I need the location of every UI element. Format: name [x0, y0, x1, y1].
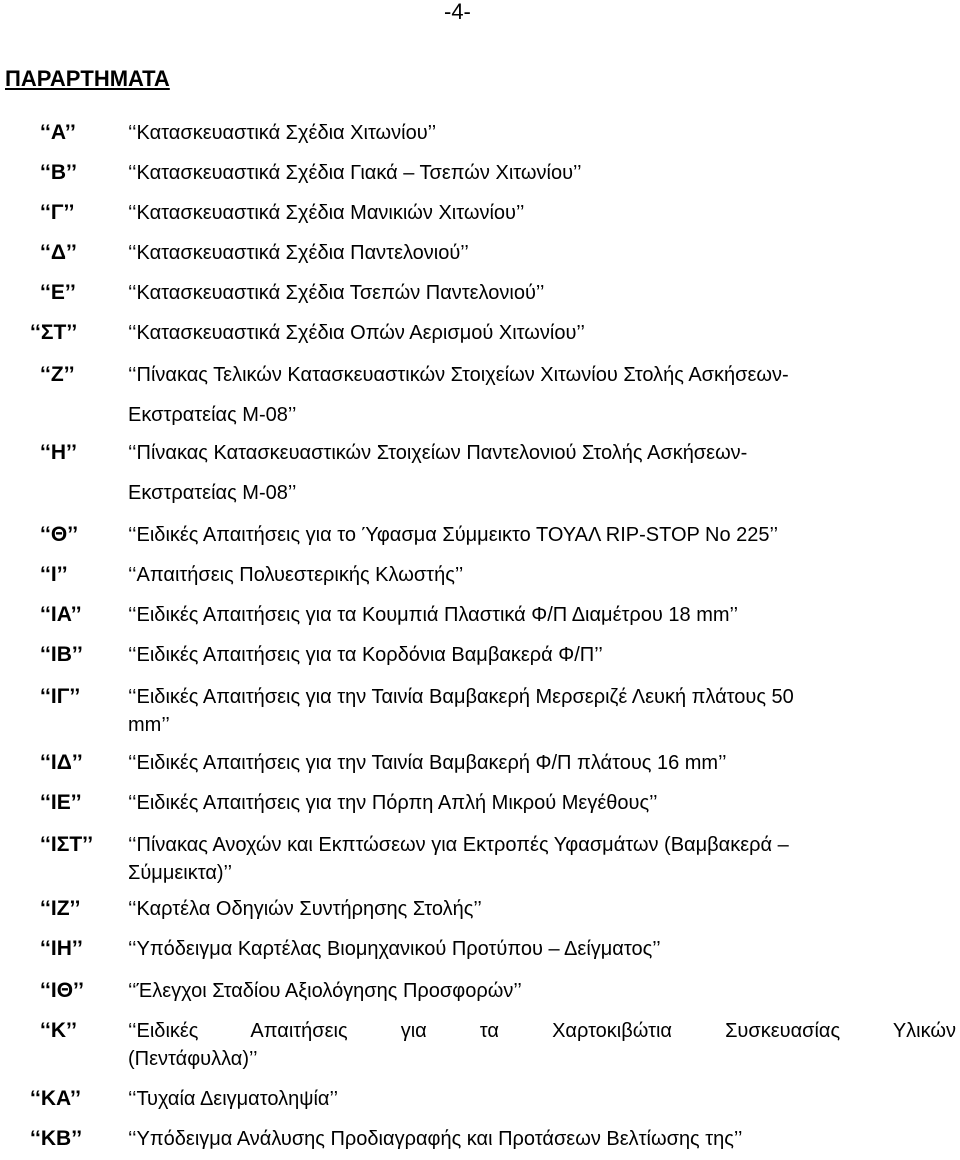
appendix-title: ‘‘Πίνακας Ανοχών και Εκπτώσεων για Εκτροπές Υφασμάτων (Βαμβακερά –: [128, 834, 789, 856]
appendix-letter: ‘‘ΚΒ’’: [30, 1127, 83, 1150]
page-number: -4-: [444, 0, 471, 24]
appendix-title: ‘‘Κατασκευαστικά Σχέδια Γιακά – Τσεπών Χιτωνίου’’: [128, 162, 582, 184]
appendix-letter: ‘‘ΙΗ’’: [40, 937, 83, 960]
appendix-title: ‘‘Κατασκευαστικά Σχέδια Τσεπών Παντελονιού’’: [128, 282, 545, 304]
appendix-title: ‘‘Πίνακας Τελικών Κατασκευαστικών Στοιχείων Χιτωνίου Στολής Ασκήσεων-: [128, 364, 789, 386]
appendix-title-continued: Εκστρατείας Μ-08’’: [128, 482, 297, 504]
appendices-heading: ΠΑΡΑΡΤΗΜΑΤΑ: [5, 66, 170, 91]
appendix-letter: ‘‘ΙΘ’’: [40, 979, 84, 1002]
appendix-letter: ‘‘ΙΕ’’: [40, 791, 82, 814]
appendix-title: ‘‘Ειδικές Απαιτήσεις για τα Χαρτοκιβώτια Συσκευασίας Υλικών: [128, 1020, 956, 1042]
appendix-letter: ‘‘ΙΖ’’: [40, 897, 81, 920]
appendix-letter: ‘‘Ζ’’: [40, 363, 75, 386]
appendix-title: ‘‘Κατασκευαστικά Σχέδια Μανικιών Χιτωνίου’’: [128, 202, 525, 224]
appendix-title: ‘‘Ειδικές Απαιτήσεις για τα Κορδόνια Βαμβακερά Φ/Π’’: [128, 644, 603, 666]
appendix-title: ‘‘Κατασκευαστικά Σχέδια Οπών Αερισμού Χιτωνίου’’: [128, 322, 585, 344]
appendix-letter: ‘‘Δ’’: [40, 241, 77, 264]
appendix-letter: ‘‘Η’’: [40, 441, 77, 464]
appendix-title: ‘‘Ειδικές Απαιτήσεις για το Ύφασμα Σύμμεικτο ΤΟΥΑΛ RIP-STOP No 225’’: [128, 524, 779, 546]
appendix-title: ‘‘Ειδικές Απαιτήσεις για την Ταινία Βαμβακερή Φ/Π πλάτους 16 mm’’: [128, 752, 727, 774]
appendix-letter: ‘‘ΙΓ’’: [40, 685, 81, 708]
appendix-title: ‘‘Απαιτήσεις Πολυεστερικής Κλωστής’’: [128, 564, 464, 586]
appendix-letter: ‘‘ΙΔ’’: [40, 751, 83, 774]
appendix-letter: ‘‘Β’’: [40, 161, 77, 184]
appendix-title: ‘‘Ειδικές Απαιτήσεις για την Ταινία Βαμβακερή Μερσεριζέ Λευκή πλάτους 50: [128, 686, 794, 708]
appendix-title: ‘‘Έλεγχοι Σταδίου Αξιολόγησης Προσφορών’’: [128, 980, 522, 1002]
appendix-title: ‘‘Τυχαία Δειγματοληψία’’: [128, 1088, 339, 1110]
appendix-title: ‘‘Κατασκευαστικά Σχέδια Χιτωνίου’’: [128, 122, 437, 144]
appendix-letter: ‘‘Θ’’: [40, 523, 79, 546]
appendix-title: ‘‘Πίνακας Κατασκευαστικών Στοιχείων Παντελονιού Στολής Ασκήσεων-: [128, 442, 748, 464]
appendix-title-continued: Σύμμεικτα)’’: [128, 862, 233, 884]
appendix-letter: ‘‘Ι’’: [40, 563, 68, 586]
appendix-letter: ‘‘Γ’’: [40, 201, 75, 224]
appendix-title: ‘‘Κατασκευαστικά Σχέδια Παντελονιού’’: [128, 242, 469, 264]
appendix-title: ‘‘Καρτέλα Οδηγιών Συντήρησης Στολής’’: [128, 898, 482, 920]
appendix-letter: ‘‘Α’’: [40, 121, 76, 144]
appendix-title: ‘‘Υπόδειγμα Καρτέλας Βιομηχανικού Προτύπου – Δείγματος’’: [128, 938, 661, 960]
appendix-title-continued: mm’’: [128, 714, 170, 736]
appendix-letter: ‘‘ΙΒ’’: [40, 643, 83, 666]
appendix-letter: ‘‘ΚΑ’’: [30, 1087, 81, 1110]
appendix-letter: ‘‘ΙΣΤ’’: [40, 833, 94, 856]
appendix-letter: ‘‘Ε’’: [40, 281, 76, 304]
appendix-letter: ‘‘ΙΑ’’: [40, 603, 82, 626]
appendix-title: ‘‘Ειδικές Απαιτήσεις για την Πόρπη Απλή Μικρού Μεγέθους’’: [128, 792, 658, 814]
appendix-title-continued: Εκστρατείας Μ-08’’: [128, 404, 297, 426]
appendix-title: ‘‘Ειδικές Απαιτήσεις για τα Κουμπιά Πλαστικά Φ/Π Διαμέτρου 18 mm’’: [128, 604, 739, 626]
appendix-letter: ‘‘Κ’’: [40, 1019, 77, 1042]
appendix-title: ‘‘Υπόδειγμα Ανάλυσης Προδιαγραφής και Προτάσεων Βελτίωσης της’’: [128, 1128, 743, 1150]
appendix-letter: ‘‘ΣΤ’’: [30, 321, 78, 344]
appendix-title-continued: (Πεντάφυλλα)’’: [128, 1048, 258, 1070]
